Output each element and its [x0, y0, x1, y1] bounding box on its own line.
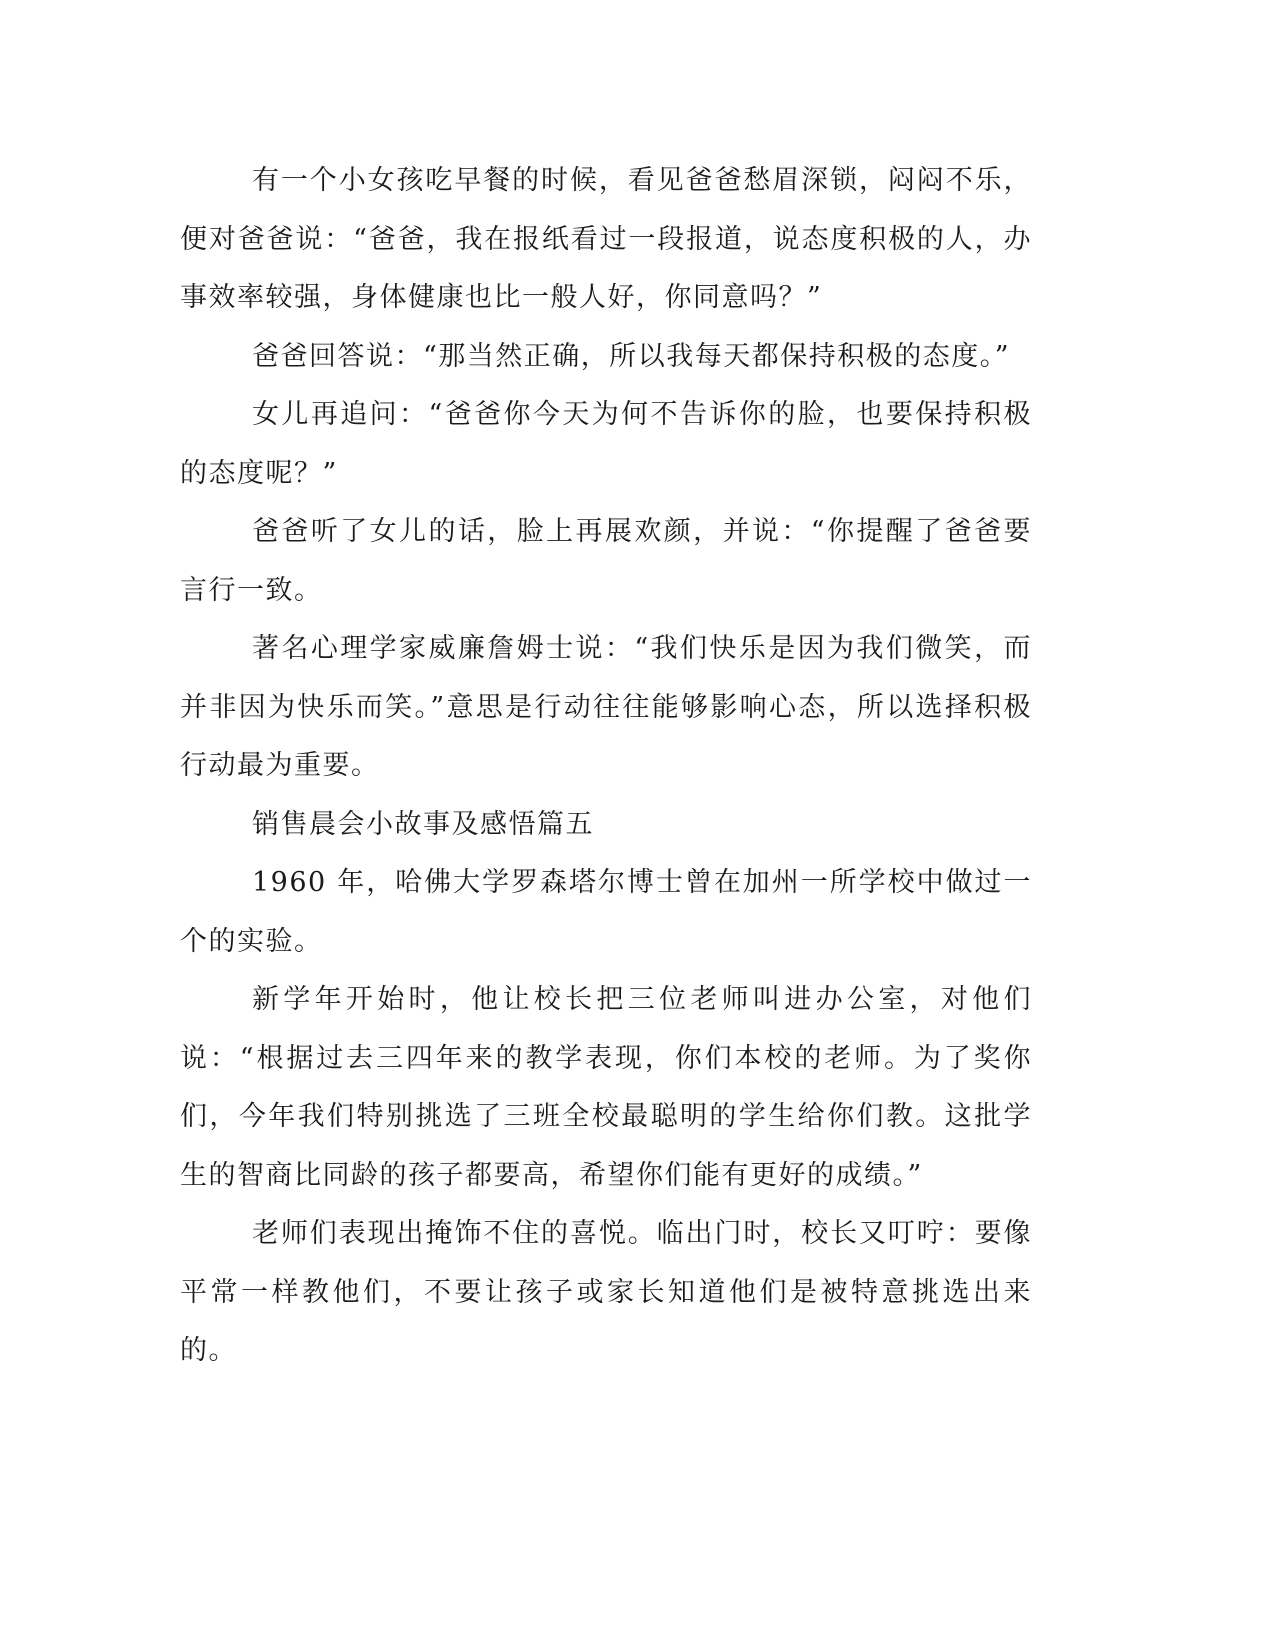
paragraph: 新学年开始时，他让校长把三位老师叫进办公室，对他们说：“根据过去三四年来的教学表现，你们本校的老师。为了奖你们，今年我们特别挑选了三班全校最聪明的学生给你们教。这批学生的智商比同龄的孩子都要高，希望你们能有更好的成绩。”	[180, 984, 1032, 1191]
section-heading: 销售晨会小故事及感悟篇五	[252, 808, 594, 840]
paragraph: 有一个小女孩吃早餐的时候，看见爸爸愁眉深锁，闷闷不乐，便对爸爸说：“爸爸，我在报纸看过一段报道，说态度积极的人，办事效率较强，身体健康也比一般人好，你同意吗？”	[180, 165, 1032, 313]
paragraph: 爸爸听了女儿的话，脸上再展欢颜，并说：“你提醒了爸爸要言行一致。	[180, 516, 1032, 606]
document-page	[180, 152, 1032, 1381]
paragraph: 著名心理学家威廉詹姆士说：“我们快乐是因为我们微笑，而并非因为快乐而笑。”意思是行动往往能够影响心态，所以选择积极行动最为重要。	[180, 633, 1032, 781]
paragraph: 老师们表现出掩饰不住的喜悦。临出门时，校长又叮咛：要像平常一样教他们，不要让孩子或家长知道他们是被特意挑选出来的。	[180, 1218, 1032, 1366]
paragraph: 爸爸回答说：“那当然正确，所以我每天都保持积极的态度。”	[252, 340, 1011, 372]
paragraph: 1960 年，哈佛大学罗森塔尔博士曾在加州一所学校中做过一个的实验。	[180, 867, 1032, 957]
paragraph: 女儿再追问：“爸爸你今天为何不告诉你的脸，也要保持积极的态度呢？”	[180, 399, 1032, 489]
